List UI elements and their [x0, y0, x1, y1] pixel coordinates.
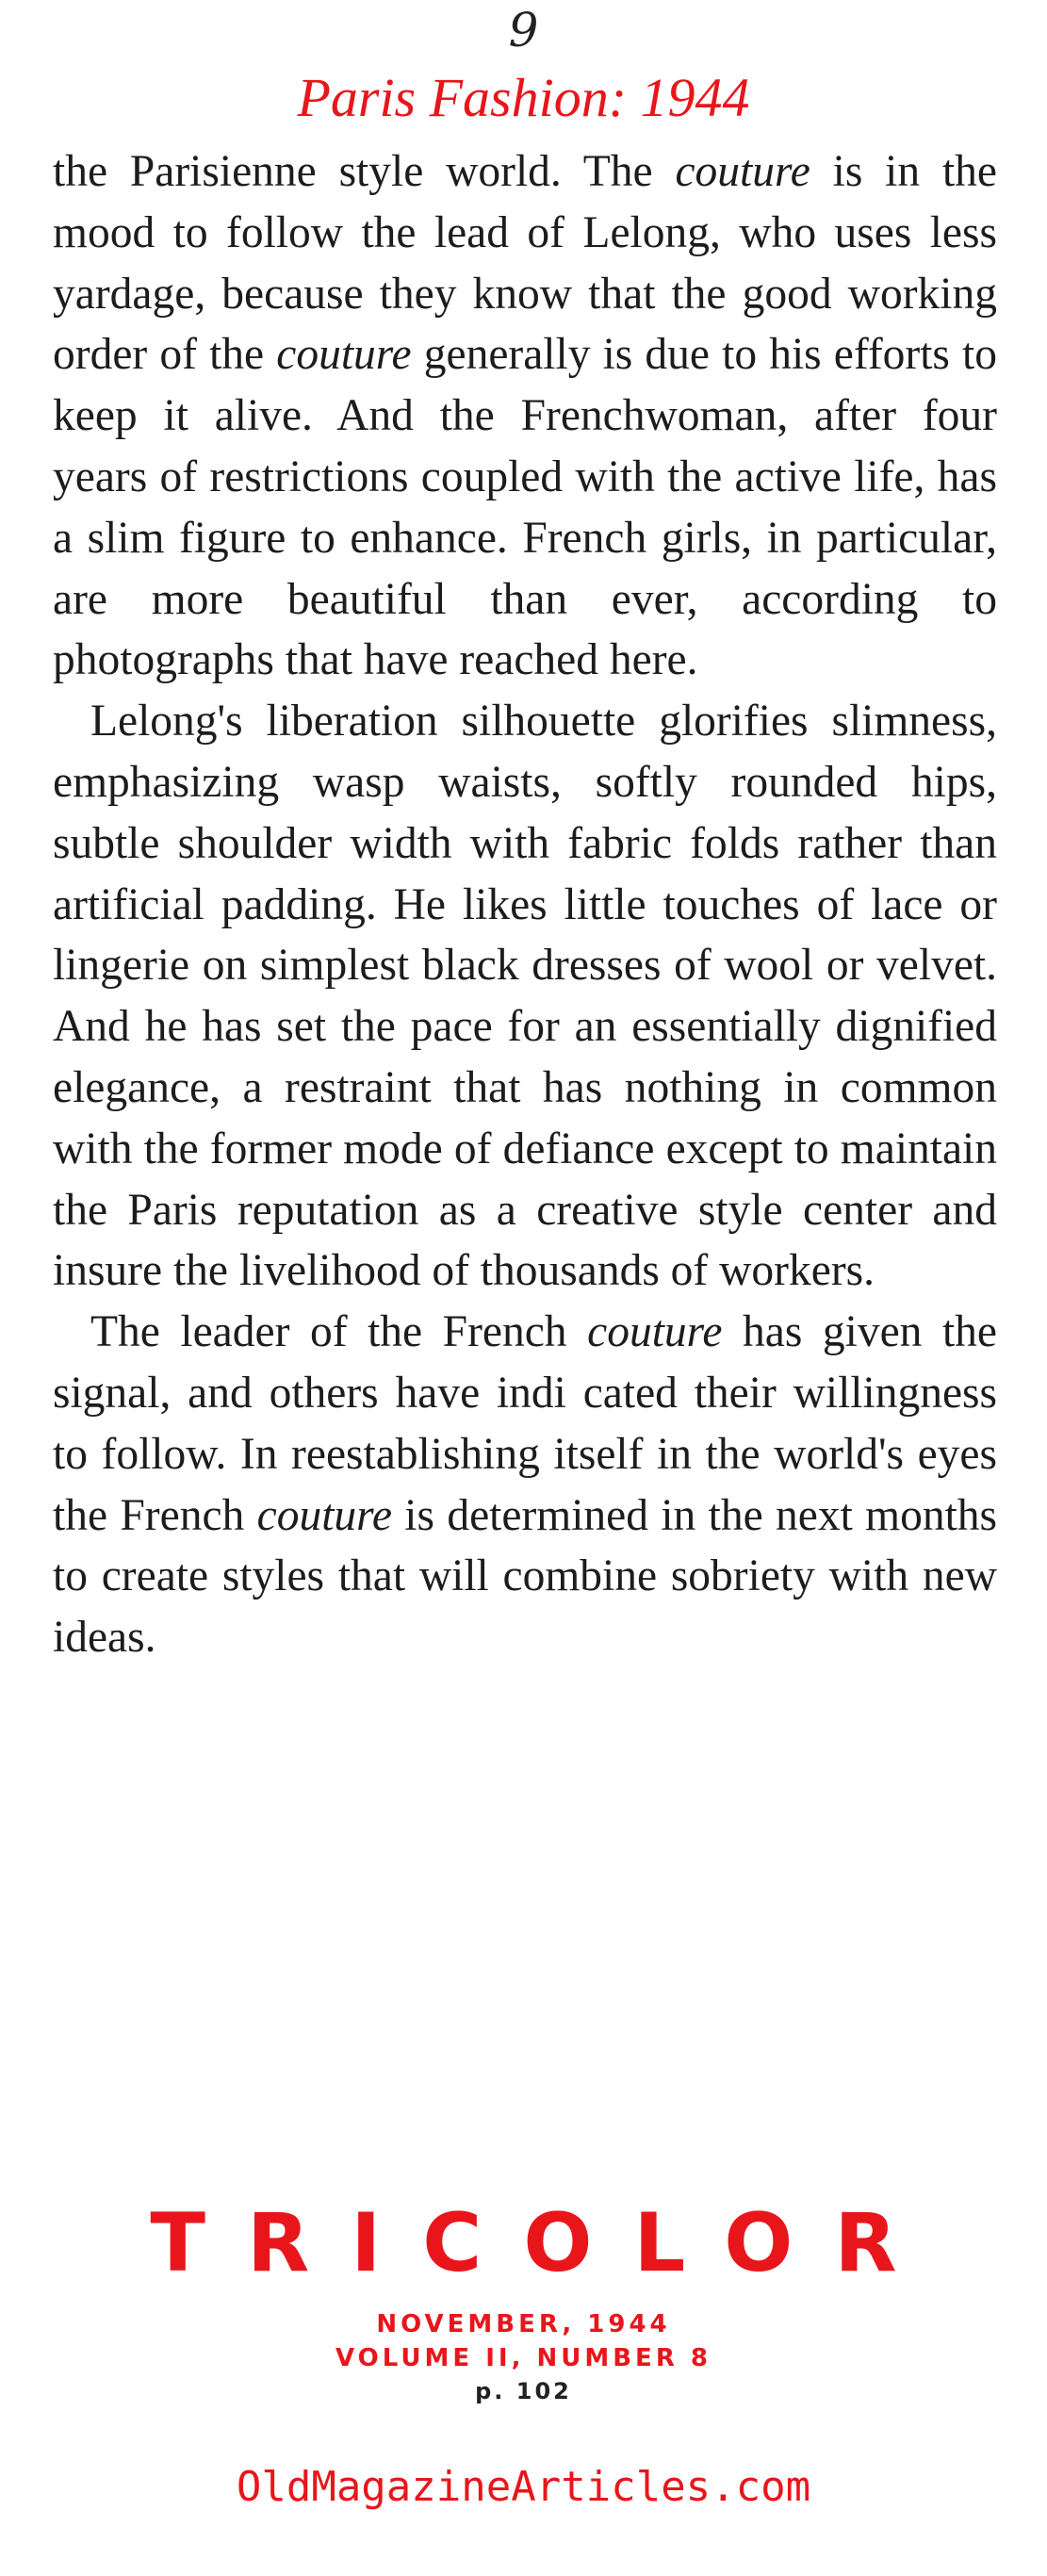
- paragraph-text: is in the mood to follow the lead of Lelong, who uses less yardage, because they know that the good working order of the: [53, 147, 997, 380]
- issue-page: p. 102: [475, 2378, 572, 2404]
- paragraph-text: The leader of the French: [90, 1307, 588, 1357]
- header-title: Paris Fashion: 1944: [297, 67, 750, 128]
- issue-date: NOVEMBER, 1944: [376, 2310, 671, 2338]
- italic-term: couture: [675, 147, 810, 196]
- paragraph-text: has given the signal, and others have indi cated their willingness to follow. In reestablishing itself in the world's eyes the French: [53, 1307, 997, 1540]
- italic-term: couture: [256, 1490, 392, 1540]
- italic-term: couture: [587, 1307, 723, 1357]
- article-paragraph-1: [53, 141, 997, 691]
- paragraph-text: the Parisienne style world. The: [53, 147, 676, 196]
- italic-term: couture: [276, 330, 412, 380]
- magazine-masthead: TRICOLOR: [150, 2196, 939, 2290]
- footer-site-link[interactable]: OldMagazineArticles.com: [236, 2463, 811, 2511]
- issue-volume: VOLUME II, NUMBER 8: [335, 2344, 712, 2372]
- page-number: 9: [508, 3, 539, 57]
- paragraph-text: is determined in the next months to create styles that will combine sobriety with new ideas.: [53, 1490, 997, 1663]
- article-body: [53, 141, 997, 1668]
- article-paragraph-2: Lelong's liberation silhouette glorifies slimness, emphasizing wasp waists, softly rounded hips, subtle shoulder width with fabric folds rather than artificial padding. He likes little touches of lace or lingerie on simplest black dresses of wool or velvet. And he has set the pace for an essentially dignified elegance, a restraint that has nothing in common with the former mode of defiance except to maintain the Paris reputation as a creative style center and insure the livelihood of thousands of workers.: [53, 697, 997, 1296]
- paragraph-text: generally is due to his efforts to keep it alive. And the Frenchwoman, after four years of restrictions coupled with the active life, has a slim figure to enhance. French girls, in particular, are more beautiful than ever, according to photographs that have reached here.: [53, 330, 997, 685]
- article-paragraph-3: [53, 1302, 997, 1668]
